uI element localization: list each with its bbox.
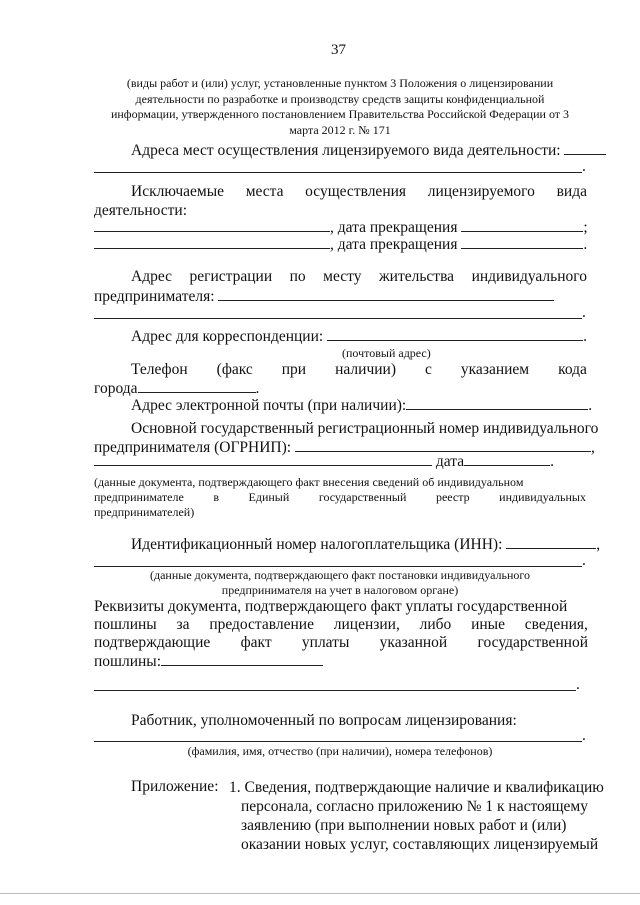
header-line-2: деятельности по разработке и производству средств защиты конфиденциальной [135,91,545,106]
registration-address-field[interactable] [218,287,554,301]
address-places-line[interactable] [94,172,582,173]
registration-address-line-2: предпринимателя: [94,287,554,306]
email-label: Адрес электронной почты (при наличии): . [131,397,593,414]
excluded-place-row-1: , дата прекращения ; [94,218,588,237]
header-line-1: (виды работ и (или) услуг, установленные пунктом 3 Положения о лицензировании [126,76,554,90]
header-line-3: информации, утвержденного постановлением Правительства Российской Федерации от 3 [110,107,570,121]
phone-line-2: города . [94,380,260,397]
page: 37 (виды работ и (или) услуг, установленные пунктом 3 Положения о лицензировании деятельности по разработке и производству средств защиты конфиденциальной информации, утвержденного постановлением Правительства Российской Федерации от 3 марта 2012 г. № 171 Адреса мест осуществления лицензируемого вида деятельности: . Исключаемые места осуществления лицензируемого вида деятельности: , дата прекращения ; , дата прекращения . Адрес регистрации по месту жительства индивидуального предпринимателя: . Адрес для корреспонденции: . (почтовый адрес) Телефон (факс при наличии) с указанием кода города . Адрес электронной почты (при наличии): . Основной государственный регистрационный номер индивидуального предпринимателя (ОГРНИП): , дата . (данные документа, подтверждающего факт внесения сведений об индивидуальном предпринимателе в Единый государственный реестр индивидуальных предпринимателей) Идентификационный номер налогоплательщика (ИНН): , . (данные документа, подтверждающего факт постановки индивидуального предпринимателя на учет в налоговом органе) Реквизиты документа, подтверждающего факт уплаты государственной пошлины за предоставление лицензии, либо иные сведения, подтверждающие факт уплаты указанной государственной пошлины: . Работник, уполномоченный по вопросам лицензирования: . (фамилия, имя, отчество (при наличии), номера телефонов) Приложение: 1. Сведения, подтверждающие наличие и квалификацию персонала, согласно приложению № 1 к настоящему заявлению (при выполнении новых работ и (или) оказании новых услуг, составляющих лицензируемый [0,0,640,905]
header-line-4: марта 2012 г. № 171 [289,122,391,137]
address-places-field[interactable] [564,141,606,155]
correspondence-hint: (почтовый адрес) [342,346,431,360]
registration-address-line[interactable] [94,318,582,319]
page-number: 37 [331,42,346,58]
ogrnip-line-2: предпринимателя (ОГРНИП): , [94,439,595,456]
excluded-place-field-2[interactable] [94,235,330,249]
ogrnip-line-1: Основной государственный регистрационный номер индивидуального [131,420,599,437]
ogrnip-field[interactable] [295,438,591,452]
ogrnip-document-field[interactable] [94,452,432,466]
inn-note: (данные документа, подтверждающего факт постановки индивидуального предпринимателя на учет в налоговом органе) [149,568,530,597]
licensing-officer-label: Работник, уполномоченный по вопросам лицензирования: [131,712,517,729]
payment-line-4: пошлины: [94,652,323,671]
excluded-places-line-1: Исключаемые места осуществления лицензируемого вида [131,183,587,200]
inn-document-line[interactable] [94,566,582,567]
phone-line-1: Телефон (факс при наличии) с указанием кода [131,361,587,378]
payment-details-line[interactable] [94,690,576,691]
excluded-place-field-1[interactable] [94,218,330,232]
ogrnip-date-row: дата . [94,452,554,471]
payment-field[interactable] [161,652,323,666]
correspondence-field[interactable] [327,327,583,341]
ogrnip-note: (данные документа, подтверждающего факт внесения сведений об индивидуальном предпринимателе в Единый государственный реестр индивидуальных предпринимателей) [94,475,586,519]
payment-line-2: пошлины за предоставление лицензии, либо иные сведения, [94,616,588,633]
ogrnip-date-field[interactable] [464,452,550,466]
licensing-officer-line[interactable] [94,741,582,742]
payment-line-3: подтверждающие факт уплаты указанной государственной [94,634,588,651]
email-field[interactable] [406,396,588,410]
payment-line-1: Реквизиты документа, подтверждающего факт уплаты государственной [94,598,568,615]
appendix-item-1: 1. Сведения, подтверждающие наличие и квалификацию персонала, согласно приложению № 1 к настоящему заявлению (при выполнении новых работ и (или) оказании новых услуг, составляющих лицензируемый [229,779,604,853]
appendix-label: Приложение: [131,778,219,795]
registration-address-line-1: Адрес регистрации по месту жительства индивидуального [131,268,587,285]
address-places-label: Адреса мест осуществления лицензируемого вида деятельности: [131,141,606,160]
phone-field[interactable] [138,379,256,393]
excluded-place-row-2: , дата прекращения . [94,235,587,254]
scan-edge [0,893,640,894]
correspondence-label: Адрес для корреспонденции: . [131,328,587,345]
excluded-places-line-2: деятельности: [94,202,188,219]
inn-label: Идентификационный номер налогоплательщика (ИНН): , [131,536,601,553]
form-header [94,76,586,138]
termination-date-field-2[interactable] [461,235,583,249]
licensing-officer-hint: (фамилия, имя, отчество (при наличии), номера телефонов) [187,744,493,758]
inn-field[interactable] [506,535,596,549]
termination-date-field-1[interactable] [461,218,583,232]
